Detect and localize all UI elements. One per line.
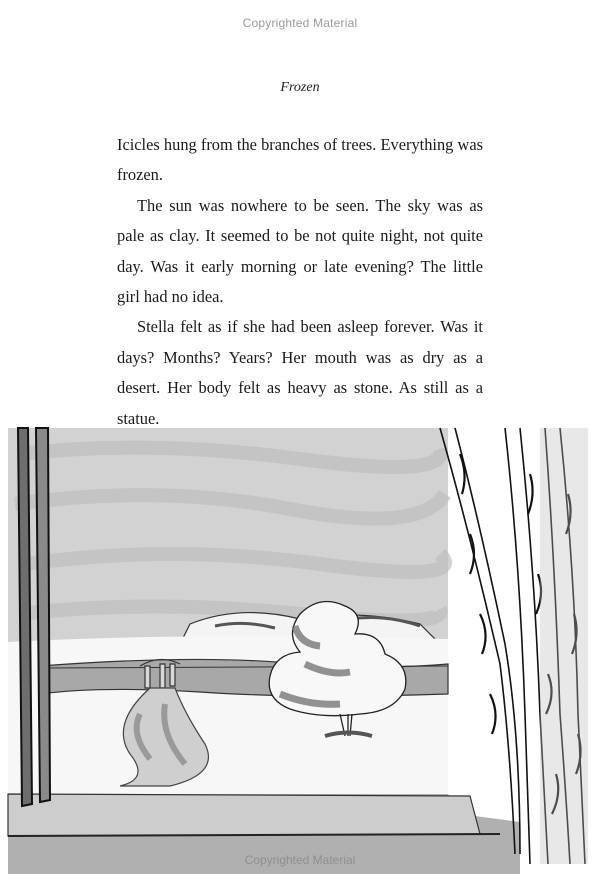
curtain-shade bbox=[540, 428, 588, 864]
paragraph: The sun was nowhere to be seen. The sky was as pale as clay. It seemed to be not quite night, not quite day. Was it early morning or late evening? The little girl had no idea. bbox=[117, 195, 483, 307]
windowsill bbox=[8, 794, 480, 836]
window-illustration bbox=[0, 414, 600, 881]
watermark-bottom: Copyrighted Material bbox=[244, 853, 356, 867]
paragraph: Icicles hung from the branches of trees. Everything was frozen. bbox=[117, 135, 483, 185]
running-head: Frozen bbox=[280, 80, 320, 95]
watermark-top: Copyrighted Material bbox=[242, 16, 358, 30]
body-text bbox=[117, 130, 483, 434]
paragraph: Stella felt as if she had been asleep forever. Was it days? Months? Years? Her mouth was as dry as a desert. Her body felt as heavy as stone. As still as a statue. bbox=[117, 317, 483, 428]
